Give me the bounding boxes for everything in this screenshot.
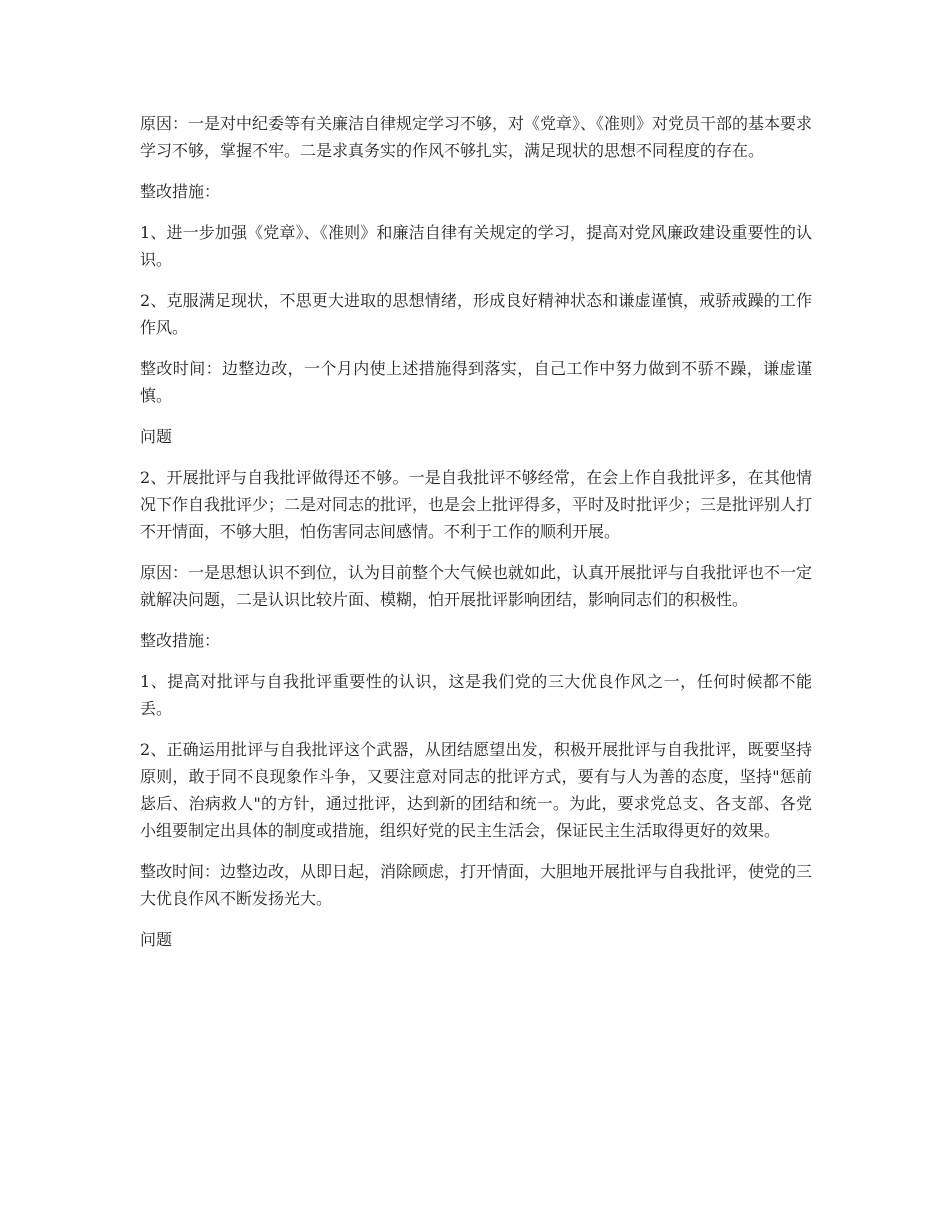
paragraph-measures-heading-1: 整改措施： [140,182,221,201]
paragraph-problem-heading-2: 问题 [140,930,173,949]
paragraph-reason-1: 原因：一是对中纪委等有关廉洁自律规定学习不够，对《党章》、《准则》对党员干部的基本要求学习不够，掌握不牢。二是求真务实的作风不够扎实，满足现状的思想不同程度的存在。 [140,114,813,160]
paragraph-measure-2-1: 1、提高对批评与自我批评重要性的认识，这是我们党的三大优良作风之一，任何时候都不能丢。 [140,672,812,718]
paragraph-timeline-2: 整改时间：边整边改，从即日起，消除顾虑，打开情面，大胆地开展批评与自我批评，使党的三大优良作风不断发扬光大。 [140,862,813,908]
paragraph-problem-2: 2、开展批评与自我批评做得还不够。一是自我批评不够经常，在会上作自我批评多，在其他情况下作自我批评少；二是对同志的批评，也是会上批评得多，平时及时批评少；三是批评别人打不开情面，不够大胆，怕伤害同志间感情。不利于工作的顺利开展。 [140,468,813,541]
paragraph-measure-2-2: 2、正确运用批评与自我批评这个武器，从团结愿望出发，积极开展批评与自我批评，既要坚持原则，敢于同不良现象作斗争，又要注意对同志的批评方式，要有与人为善的态度，坚持"惩前毖后、治病救人"的方针，通过批评，达到新的团结和统一。为此，要求党总支、各支部、各党小组要制定出具体的制度或措施，组织好党的民主生活会，保证民主生活取得更好的效果。 [140,740,812,840]
paragraph-measure-1-2: 2、克服满足现状，不思更大进取的思想情绪，形成良好精神状态和谦虚谨慎，戒骄戒躁的工作作风。 [140,291,812,337]
document-page [140,110,812,967]
paragraph-measures-heading-2: 整改措施： [140,631,221,650]
paragraph-problem-heading-1: 问题 [140,427,173,446]
paragraph-timeline-1: 整改时间：边整边改，一个月内使上述措施得到落实，自己工作中努力做到不骄不躁，谦虚谨慎。 [140,359,812,405]
paragraph-measure-1-1: 1、进一步加强《党章》、《准则》和廉洁自律有关规定的学习，提高对党风廉政建设重要性的认识。 [140,223,812,269]
paragraph-reason-2: 原因：一是思想认识不到位，认为目前整个大气候也就如此，认真开展批评与自我批评也不一定就解决问题，二是认识比较片面、模糊，怕开展批评影响团结，影响同志们的积极性。 [140,563,813,609]
